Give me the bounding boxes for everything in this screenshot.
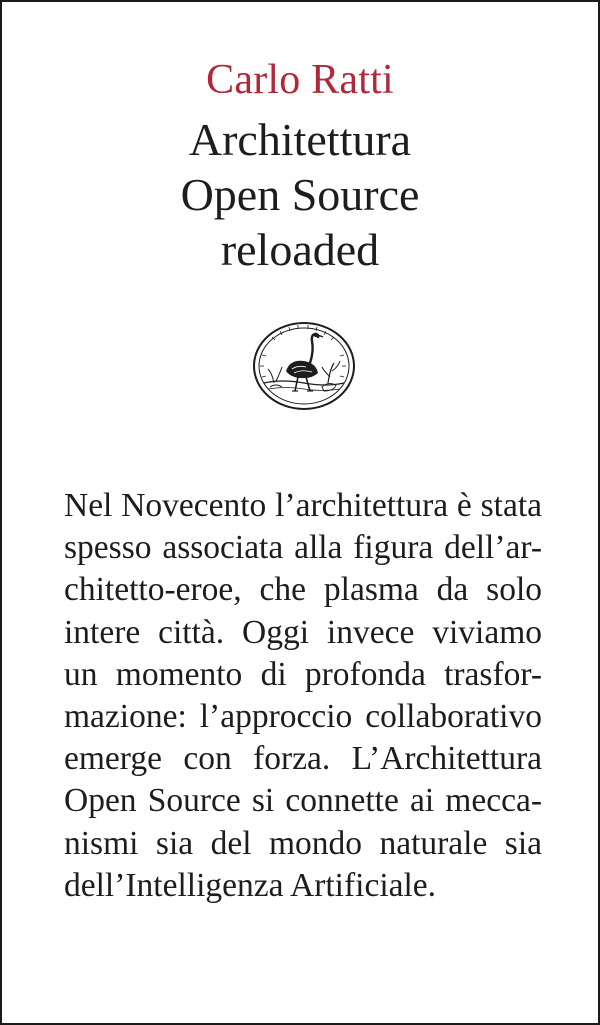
- title-line-3: reloaded: [220, 224, 380, 275]
- blurb-line: spesso associata alla figura dell’ar-: [64, 529, 542, 567]
- blurb-line: Open Source si connette ai mecca-: [64, 782, 542, 820]
- blurb-line: nismi sia del mondo naturale sia: [64, 824, 542, 862]
- title-line-2: Open Source: [180, 169, 420, 220]
- blurb-line: Nel Novecento l’architettura è stata: [64, 487, 542, 524]
- author-name: Carlo Ratti: [206, 57, 394, 103]
- blurb-line: dell’Intelligenza Artificiale.: [64, 866, 437, 904]
- blurb-line: chitetto-eroe, che plasma da solo: [64, 571, 542, 609]
- blurb-text: [64, 485, 542, 907]
- title-line-1: Architettura: [188, 114, 412, 165]
- book-title: [2, 112, 598, 277]
- blurb-line: mazione: l’approccio collaborativo: [64, 698, 542, 736]
- blurb-line: un momento di profonda trasfor-: [64, 655, 542, 693]
- ostrich-seal-icon: [252, 321, 356, 411]
- blurb-line: emerge con forza. L’Architettura: [64, 740, 542, 778]
- blurb-line: intere città. Oggi invece viviamo: [64, 613, 542, 651]
